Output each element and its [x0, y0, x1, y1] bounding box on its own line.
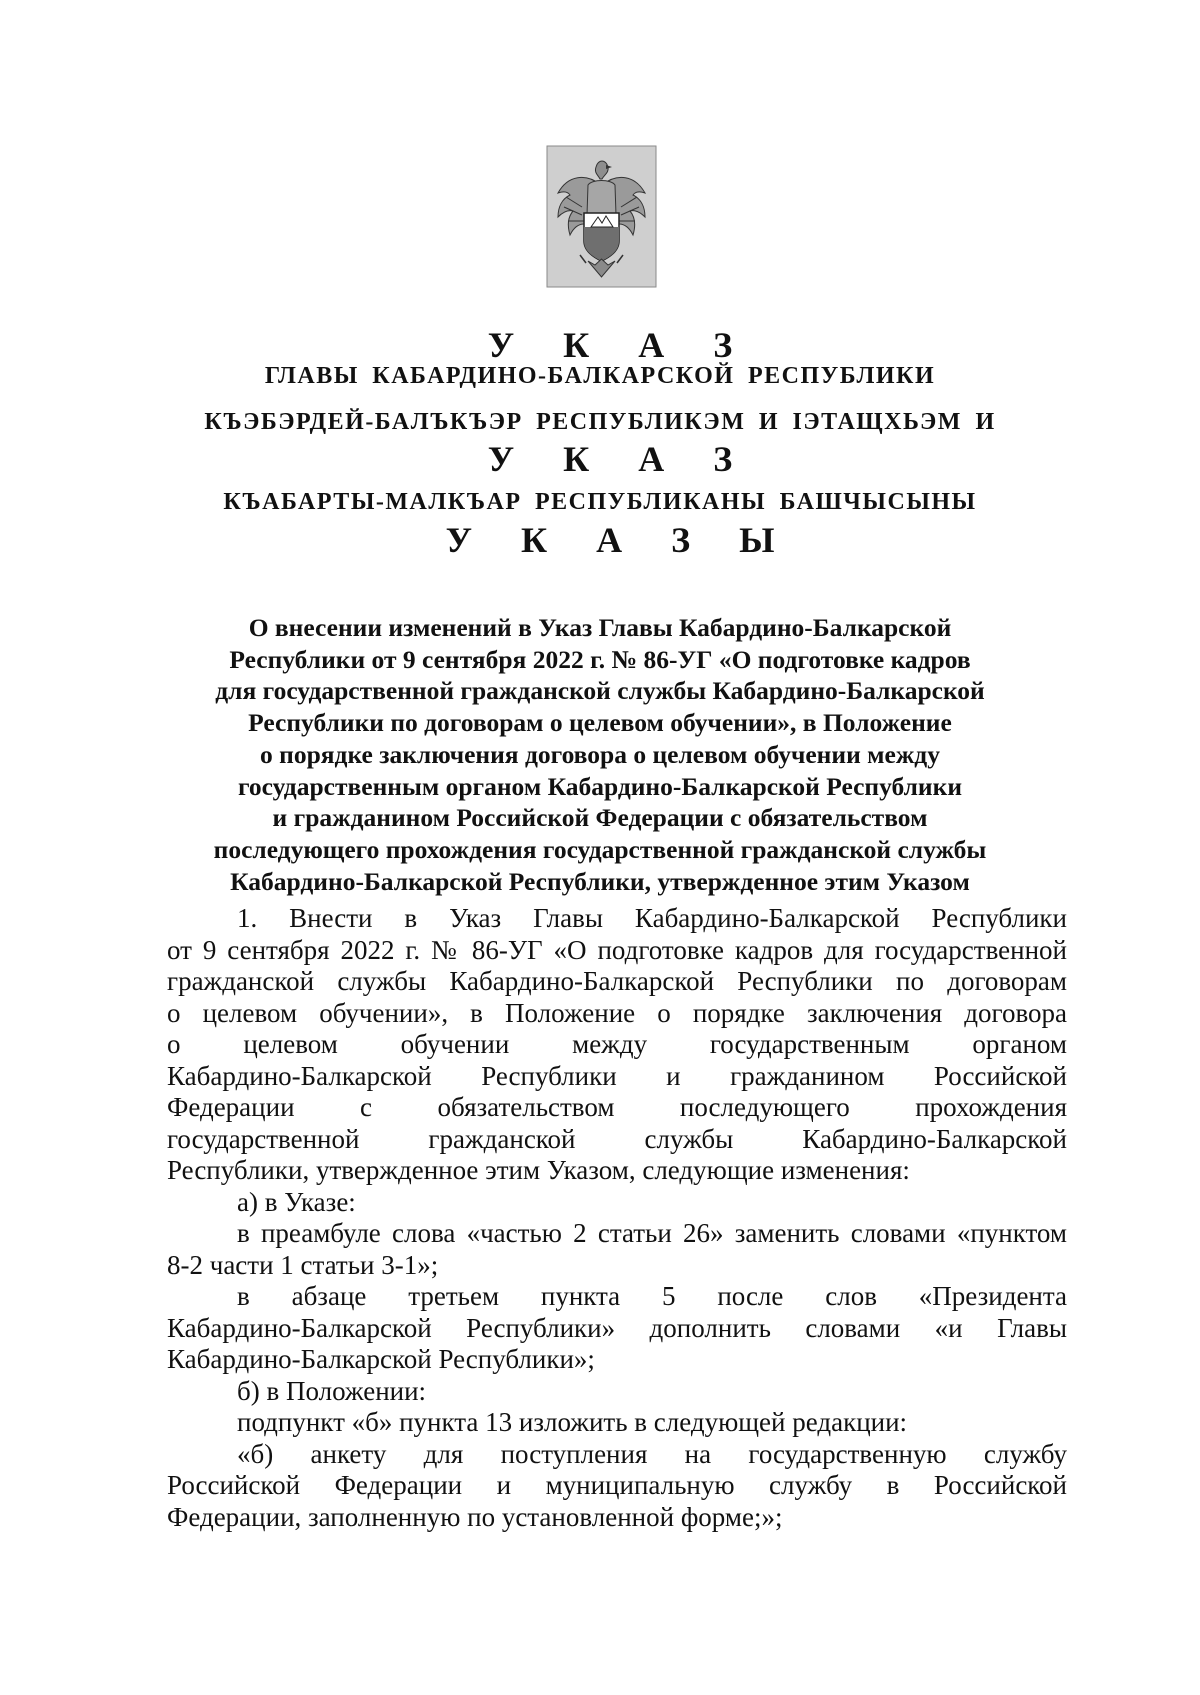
issuer-line-krc: КЪАБАРТЫ-МАЛКЪАР РЕСПУБЛИКАНЫ БАШЧЫСЫНЫ	[223, 489, 977, 515]
decree-heading-kbd: У К А З	[487, 439, 753, 479]
body-line: Российской Федерации и муниципальную службу в Российской	[167, 1470, 1067, 1500]
title-line: и гражданином Российской Федерации с обязательством	[272, 803, 928, 833]
title-line: Кабардино-Балкарской Республики, утвержденное этим Указом	[230, 866, 970, 896]
body-line: 8-2 части 1 статьи 3-1»;	[167, 1249, 439, 1280]
title-line: для государственной гражданской службы Кабардино-Балкарской	[215, 676, 985, 706]
body-line: Кабардино-Балкарской Республики» дополнить словами «и Главы	[167, 1312, 1067, 1343]
body-line: о целевом обучении между государственным органом	[167, 1029, 1067, 1059]
coat-of-arms-emblem	[546, 145, 657, 288]
title-line: последующего прохождения государственной гражданской службы	[213, 834, 987, 864]
body-line: Кабардино-Балкарской Республики и гражданином Российской	[167, 1060, 1067, 1091]
decree-title	[150, 612, 1050, 897]
title-line: о порядке заключения договора о целевом обучении между	[260, 739, 940, 769]
title-line: Республики от 9 сентября 2022 г. № 86-УГ «О подготовке кадров	[229, 644, 971, 674]
body-line: Республики, утвержденное этим Указом, следующие изменения:	[167, 1155, 910, 1185]
body-line: Федерации, заполненную по установленной форме;»;	[167, 1501, 783, 1532]
title-line: государственным органом Кабардино-Балкарской Республики	[237, 771, 963, 801]
body-line: а) в Указе:	[237, 1186, 356, 1217]
body-line: в преамбуле слова «частью 2 статьи 26» заменить словами «пунктом	[237, 1218, 1067, 1248]
decree-heading-ru: У К А З	[487, 325, 753, 365]
decree-body	[167, 903, 1067, 1533]
body-line: Кабардино-Балкарской Республики»;	[167, 1344, 595, 1374]
body-line: о целевом обучении», в Положение о порядке заключения договора	[167, 997, 1067, 1028]
issuer-line-ru: ГЛАВЫ КАБАРДИНО-БАЛКАРСКОЙ РЕСПУБЛИКИ	[264, 363, 936, 389]
body-line: 1. Внести в Указ Главы Кабардино-Балкарской Республики	[237, 903, 1067, 933]
body-line: гражданской службы Кабардино-Балкарской Республики по договорам	[167, 966, 1067, 996]
title-line: Республики по договорам о целевом обучении», в Положение	[248, 708, 952, 738]
body-line: в абзаце третьем пункта 5 после слов «Президента	[237, 1281, 1067, 1311]
decree-heading-krc: У К А З Ы	[445, 520, 795, 560]
body-line: государственной гражданской службы Кабардино-Балкарской	[167, 1123, 1067, 1154]
body-line: от 9 сентября 2022 г. № 86-УГ «О подготовке кадров для государственной	[167, 934, 1067, 965]
body-line: б) в Положении:	[237, 1375, 427, 1406]
body-line: подпункт «б» пункта 13 изложить в следующей редакции:	[237, 1407, 908, 1437]
body-line: «б) анкету для поступления на государственную службу	[237, 1438, 1067, 1469]
title-line: О внесении изменений в Указ Главы Кабардино-Балкарской	[248, 613, 952, 642]
issuer-line-kbd: КЪЭБЭРДЕЙ-БАЛЪКЪЭР РЕСПУБЛИКЭМ И IЭТАЩХЬЭМ И	[204, 409, 996, 435]
body-line: Федерации с обязательством последующего прохождения	[167, 1092, 1067, 1122]
